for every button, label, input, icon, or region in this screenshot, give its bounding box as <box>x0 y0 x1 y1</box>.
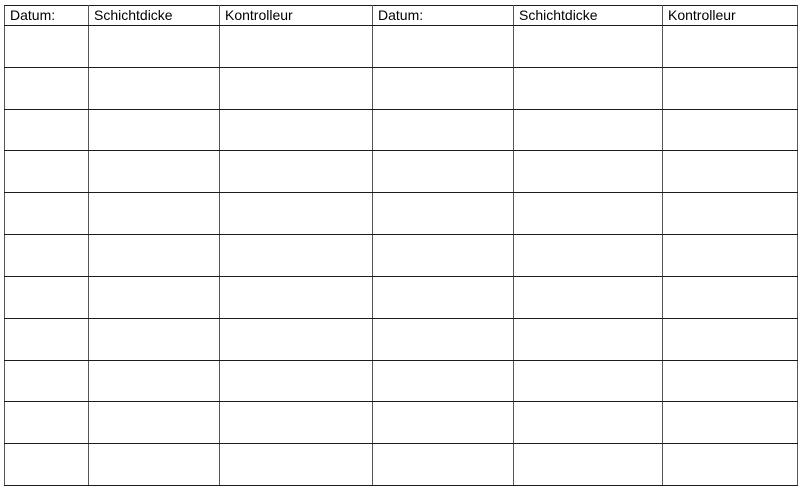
empty-cell <box>5 67 89 109</box>
empty-cell <box>663 276 798 318</box>
table-row <box>5 276 798 318</box>
inspection-form-table <box>4 5 798 486</box>
empty-cell <box>89 360 220 402</box>
empty-cell <box>89 67 220 109</box>
empty-cell <box>514 402 663 444</box>
empty-cell <box>663 151 798 193</box>
empty-cell <box>373 235 514 277</box>
empty-cell <box>373 276 514 318</box>
empty-cell <box>5 318 89 360</box>
empty-cell <box>514 444 663 486</box>
empty-cell <box>663 109 798 151</box>
header-cell-datum-left: Datum: <box>5 6 89 26</box>
empty-cell <box>5 444 89 486</box>
empty-cell <box>663 193 798 235</box>
empty-cell <box>514 235 663 277</box>
empty-cell <box>663 235 798 277</box>
empty-cell <box>373 193 514 235</box>
table-row <box>5 235 798 277</box>
empty-cell <box>514 67 663 109</box>
empty-cell <box>663 402 798 444</box>
table-body <box>5 26 798 486</box>
empty-cell <box>5 26 89 68</box>
table-row <box>5 360 798 402</box>
empty-cell <box>663 318 798 360</box>
empty-cell <box>373 318 514 360</box>
empty-cell <box>89 26 220 68</box>
empty-cell <box>663 360 798 402</box>
empty-cell <box>89 151 220 193</box>
empty-cell <box>220 360 373 402</box>
empty-cell <box>89 235 220 277</box>
empty-cell <box>663 67 798 109</box>
empty-cell <box>220 151 373 193</box>
empty-cell <box>220 276 373 318</box>
empty-cell <box>373 444 514 486</box>
empty-cell <box>514 276 663 318</box>
empty-cell <box>220 444 373 486</box>
table-row <box>5 444 798 486</box>
header-cell-kontrolleur-right: Kontrolleur <box>663 6 798 26</box>
empty-cell <box>5 151 89 193</box>
empty-cell <box>373 109 514 151</box>
empty-cell <box>220 67 373 109</box>
table-row <box>5 402 798 444</box>
empty-cell <box>89 276 220 318</box>
empty-cell <box>5 235 89 277</box>
table-row <box>5 26 798 68</box>
empty-cell <box>373 151 514 193</box>
empty-cell <box>220 26 373 68</box>
empty-cell <box>514 26 663 68</box>
empty-cell <box>5 109 89 151</box>
table-head <box>5 6 798 26</box>
header-cell-schichtdicke-left: Schichtdicke <box>89 6 220 26</box>
empty-cell <box>5 360 89 402</box>
empty-cell <box>663 26 798 68</box>
empty-cell <box>89 402 220 444</box>
table-row <box>5 193 798 235</box>
empty-cell <box>514 360 663 402</box>
empty-cell <box>373 67 514 109</box>
empty-cell <box>514 318 663 360</box>
empty-cell <box>514 193 663 235</box>
header-cell-kontrolleur-left: Kontrolleur <box>220 6 373 26</box>
table-row <box>5 67 798 109</box>
empty-cell <box>89 109 220 151</box>
empty-cell <box>89 318 220 360</box>
empty-cell <box>220 402 373 444</box>
empty-cell <box>220 318 373 360</box>
table-row <box>5 318 798 360</box>
header-row <box>5 6 798 26</box>
empty-cell <box>220 235 373 277</box>
empty-cell <box>5 193 89 235</box>
empty-cell <box>373 360 514 402</box>
table-row <box>5 151 798 193</box>
header-cell-datum-right: Datum: <box>373 6 514 26</box>
empty-cell <box>5 402 89 444</box>
empty-cell <box>5 276 89 318</box>
empty-cell <box>220 109 373 151</box>
empty-cell <box>514 151 663 193</box>
empty-cell <box>220 193 373 235</box>
empty-cell <box>373 402 514 444</box>
empty-cell <box>89 193 220 235</box>
empty-cell <box>514 109 663 151</box>
header-cell-schichtdicke-right: Schichtdicke <box>514 6 663 26</box>
empty-cell <box>663 444 798 486</box>
empty-cell <box>89 444 220 486</box>
table-row <box>5 109 798 151</box>
empty-cell <box>373 26 514 68</box>
